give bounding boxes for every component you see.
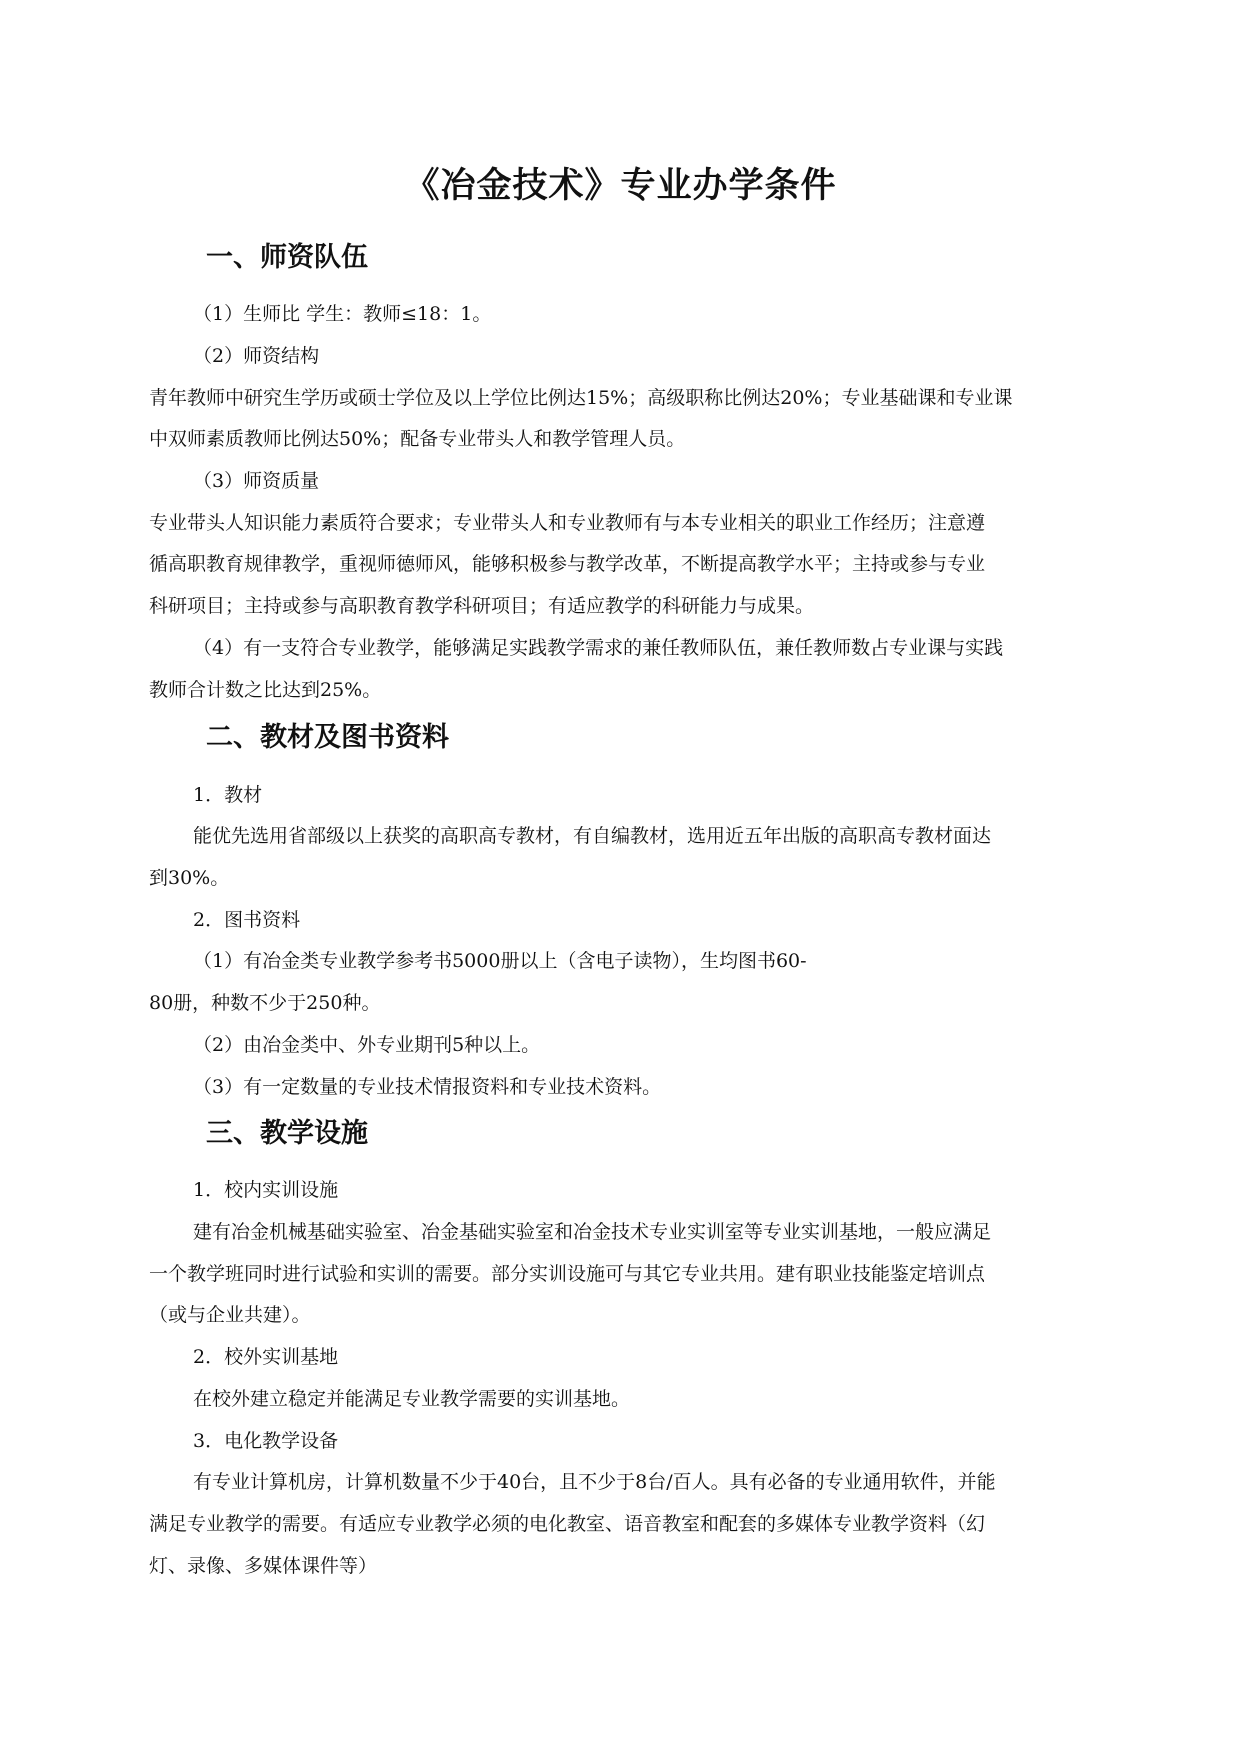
oncampus-training-text: 建有冶金机械基础实验室、冶金基础实验室和冶金技术专业实训室等专业实训基地，一般应满足 <box>193 1221 992 1243</box>
library-books-item: （1）有冶金类专业教学参考书5000册以上（含电子读物），生均图书60- <box>193 950 807 972</box>
media-equipment-subheading: 3．电化教学设备 <box>193 1430 339 1452</box>
faculty-structure-item: （2）师资结构 <box>193 345 320 367</box>
textbook-text: 能优先选用省部级以上获奖的高职高专教材，有自编教材，选用近五年出版的高职高专教材面达 <box>193 825 992 847</box>
faculty-quality-text: 专业带头人知识能力素质符合要求；专业带头人和专业教师有与本专业相关的职业工作经历；注意遵 <box>149 512 986 534</box>
media-equipment-text: 灯、录像、多媒体课件等） <box>149 1555 378 1577</box>
faculty-structure-text: 青年教师中研究生学历或硕士学位及以上学位比例达15%；高级职称比例达20%；专业基础课和专业课 <box>149 387 1013 409</box>
library-books-text: 80册，种数不少于250种。 <box>149 992 381 1014</box>
oncampus-training-text: 一个教学班同时进行试验和实训的需要。部分实训设施可与其它专业共用。建有职业技能鉴定培训点 <box>149 1263 986 1285</box>
section-heading-facilities: 三、教学设施 <box>206 1118 368 1149</box>
faculty-ratio-item: （1）生师比 学生：教师≤18：1。 <box>193 303 492 325</box>
faculty-structure-text: 中双师素质教师比例达50%；配备专业带头人和教学管理人员。 <box>149 428 686 450</box>
document-title: 《冶金技术》专业办学条件 <box>404 166 837 206</box>
offcampus-base-subheading: 2．校外实训基地 <box>193 1346 339 1368</box>
offcampus-base-text: 在校外建立稳定并能满足专业教学需要的实训基地。 <box>193 1388 631 1410</box>
faculty-quality-item: （3）师资质量 <box>193 470 320 492</box>
textbook-subheading: 1．教材 <box>193 784 263 806</box>
oncampus-training-text: （或与企业共建）。 <box>149 1304 311 1326</box>
faculty-parttime-text: 教师合计数之比达到25%。 <box>149 679 382 701</box>
library-subheading: 2．图书资料 <box>193 909 301 931</box>
media-equipment-text: 有专业计算机房，计算机数量不少于40台，且不少于8台/百人。具有必备的专业通用软件，并能 <box>193 1471 996 1493</box>
section-heading-faculty: 一、师资队伍 <box>206 242 368 273</box>
media-equipment-text: 满足专业教学的需要。有适应专业教学必须的电化教室、语音教室和配套的多媒体专业教学资料（幻 <box>149 1513 986 1535</box>
section-heading-materials: 二、教材及图书资料 <box>206 722 449 753</box>
faculty-quality-text: 科研项目；主持或参与高职教育教学科研项目；有适应教学的科研能力与成果。 <box>149 595 815 617</box>
textbook-text: 到30%。 <box>149 867 230 889</box>
faculty-parttime-item: （4）有一支符合专业教学，能够满足实践教学需求的兼任教师队伍，兼任教师数占专业课与实践 <box>193 637 1004 659</box>
library-journals-item: （2）由冶金类中、外专业期刊5种以上。 <box>193 1034 541 1056</box>
faculty-quality-text: 循高职教育规律教学，重视师德师风，能够积极参与教学改革，不断提高教学水平；主持或参与专业 <box>149 553 986 575</box>
oncampus-training-subheading: 1．校内实训设施 <box>193 1179 339 1201</box>
library-reports-item: （3）有一定数量的专业技术情报资料和专业技术资料。 <box>193 1076 662 1098</box>
